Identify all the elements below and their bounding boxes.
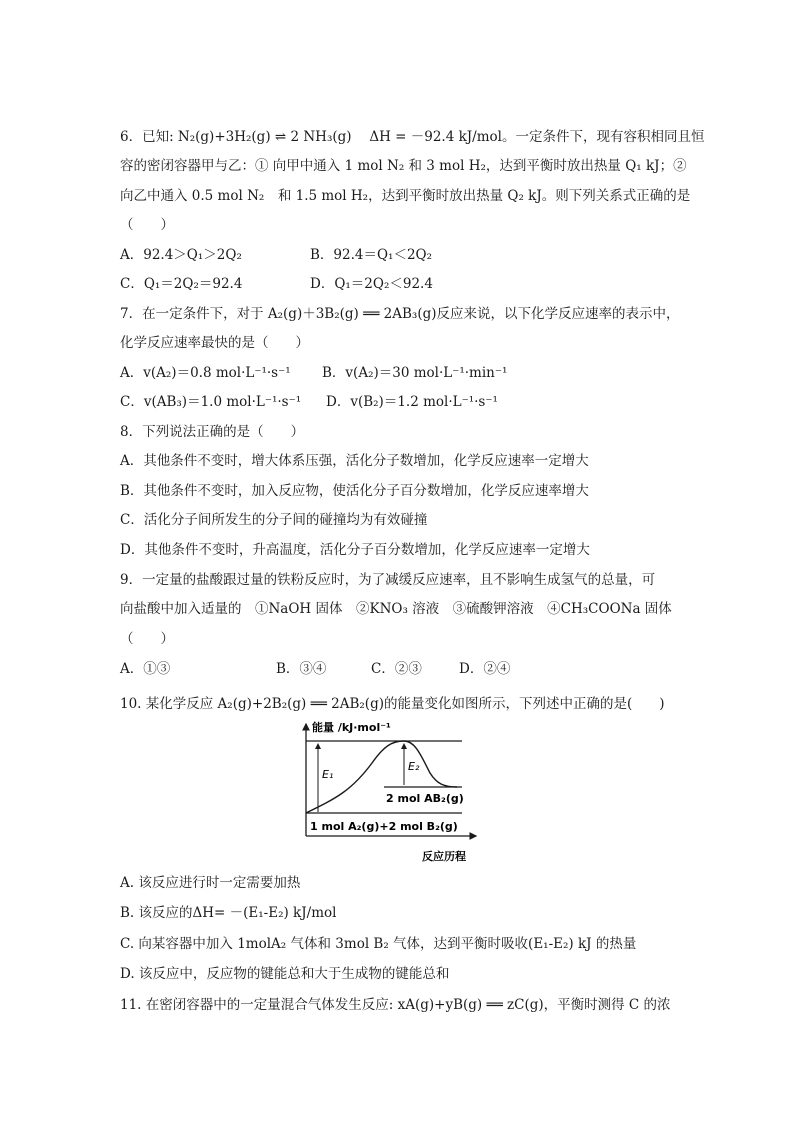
q6-option-a: A．92.4＞Q₁＞2Q₂: [120, 247, 242, 263]
q8-option-b: B．其他条件不变时，加入反应物，使活化分子百分数增加，化学反应速率增大: [120, 483, 589, 499]
e1-label: E₁: [322, 768, 334, 781]
q7-option-a: A．v(A₂)＝0.8 mol·L⁻¹·s⁻¹: [120, 365, 291, 381]
q10-option-c: C. 向某容器中加入 1molA₂ 气体和 3mol B₂ 气体，达到平衡时吸收(E₁-E₂) kJ 的热量: [120, 936, 637, 952]
q9-option-d: D．②④: [459, 661, 511, 677]
x-axis-label: 反应历程: [422, 850, 466, 863]
y-axis-label: 能量 /kJ·mol⁻¹: [312, 721, 391, 734]
q9-line-1: 9．一定量的盐酸跟过量的铁粉反应时，为了减缓反应速率，且不影响生成氢气的总量，可: [120, 572, 656, 588]
q6-option-c: C．Q₁＝2Q₂＝92.4: [120, 276, 243, 292]
q6-line-3: 向乙中通入 0.5 mol N₂ 和 1.5 mol H₂，达到平衡时放出热量 Q₂ kJ。则下列关系式正确的是: [120, 188, 691, 204]
energy-diagram: [292, 718, 492, 868]
q9-line-3: （ ）: [120, 631, 174, 647]
q10-option-a: A. 该反应进行时一定需要加热: [120, 875, 301, 891]
q10-option-d: D. 该反应中，反应物的键能总和大于生成物的键能总和: [120, 966, 450, 982]
q6-option-d: D．Q₁＝2Q₂＜92.4: [310, 276, 433, 292]
q7-option-b: B．v(A₂)＝30 mol·L⁻¹·min⁻¹: [322, 365, 508, 381]
q8-option-a: A．其他条件不变时，增大体系压强，活化分子数增加，化学反应速率一定增大: [120, 453, 589, 469]
product-label: 2 mol AB₂(g): [386, 792, 464, 805]
q9-option-b: B．③④: [276, 661, 327, 677]
q7-line-2: 化学反应速率最快的是（ ）: [120, 335, 309, 351]
q11-line-1: 11. 在密闭容器中的一定量混合气体发生反应: xA(g)+yB(g) ══ zC(g)，平衡时测得 C 的浓: [120, 997, 671, 1013]
q9-option-c: C．②③: [371, 661, 422, 677]
q6-option-b: B．92.4＝Q₁＜2Q₂: [310, 247, 433, 263]
q10-option-b: B. 该反应的ΔH= －(E₁-E₂) kJ/mol: [120, 905, 337, 921]
q8-option-c: C．活化分子间所发生的分子间的碰撞均为有效碰撞: [120, 512, 428, 528]
q8-option-d: D．其他条件不变时，升高温度，活化分子百分数增加，化学反应速率一定增大: [120, 542, 590, 558]
q6-line-2: 容的密闭容器甲与乙：① 向甲中通入 1 mol N₂ 和 3 mol H₂，达到平衡时放出热量 Q₁ kJ；②: [120, 158, 687, 174]
q7-line-1: 7．在一定条件下，对于 A₂(g)＋3B₂(g) ══ 2AB₃(g)反应来说，以下化学反应速率的表示中，: [120, 306, 680, 322]
q6-line-4: （ ）: [120, 217, 174, 233]
q7-option-d: D．v(B₂)＝1.2 mol·L⁻¹·s⁻¹: [326, 394, 498, 410]
q9-line-2: 向盐酸中加入适量的 ①NaOH 固体 ②KNO₃ 溶液 ③硫酸钾溶液 ④CH₃COONa 固体: [120, 601, 672, 617]
q7-option-c: C．v(AB₃)＝1.0 mol·L⁻¹·s⁻¹: [120, 394, 302, 410]
e2-label: E₂: [408, 760, 420, 773]
q6-line-1: 6．已知: N₂(g)+3H₂(g) ⇌ 2 NH₃(g) ΔH = －92.4 kJ/mol。一定条件下，现有容积相同且恒: [120, 129, 705, 145]
q10-line-1: 10. 某化学反应 A₂(g)+2B₂(g) ══ 2AB₂(g)的能量变化如图所示，下列述中正确的是( ): [120, 696, 665, 712]
q9-option-a: A．①③: [120, 661, 171, 677]
reactant-label: 1 mol A₂(g)+2 mol B₂(g): [310, 820, 458, 833]
q8-line-1: 8．下列说法正确的是（ ）: [120, 424, 305, 440]
